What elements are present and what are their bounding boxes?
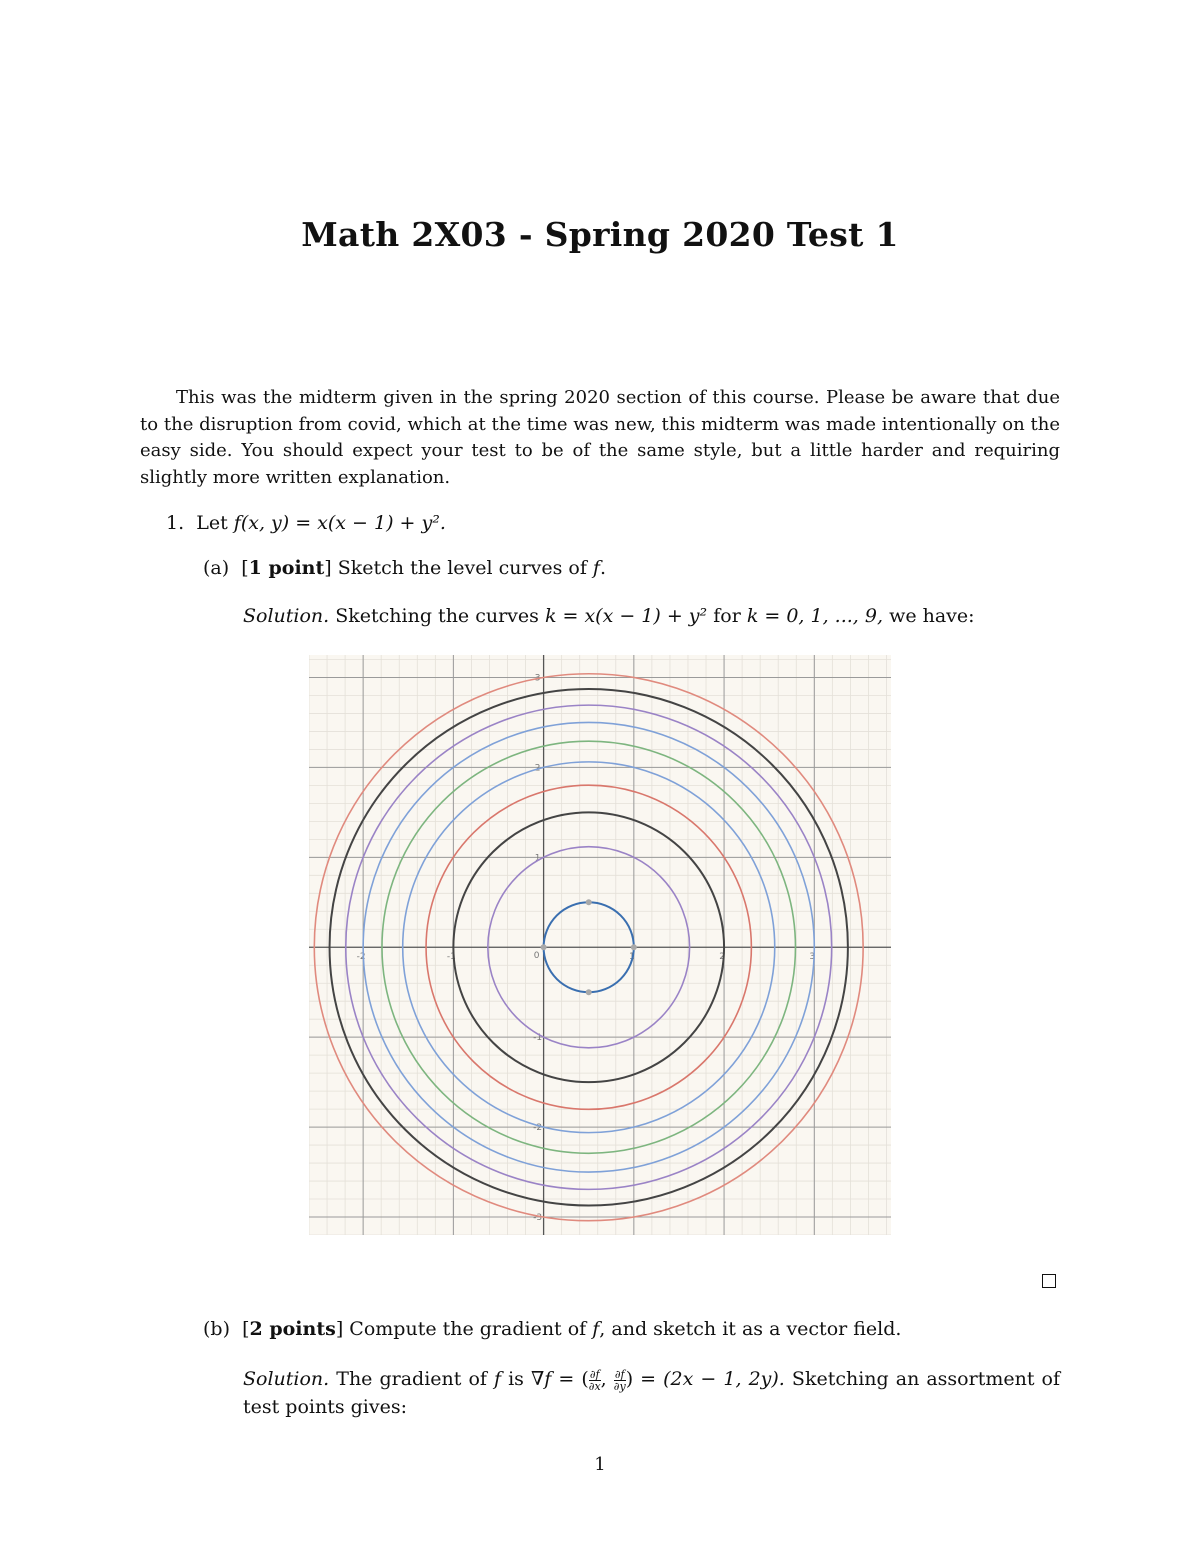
level-curves-plot (309, 655, 891, 1235)
solution-text: Sketching the curves (335, 605, 539, 627)
partial-x-den: ∂x (588, 1379, 601, 1393)
y-tick-label: -1 (533, 1033, 543, 1044)
level-equation: k = x(x − 1) + y² (544, 605, 708, 627)
solution-text-3: we have: (889, 605, 975, 627)
part-prompt: Sketch the level curves of (337, 557, 587, 579)
points-label: [1 point] (241, 557, 332, 579)
gradient-symbol: ∇f = (531, 1368, 575, 1390)
partial-y-den: ∂y (613, 1379, 626, 1393)
x-tick-label: 3 (809, 952, 816, 963)
gradient-result: = (2x − 1, 2y). (640, 1368, 785, 1390)
page-number: 1 (594, 1454, 606, 1475)
y-tick-label: 1 (534, 853, 541, 864)
partial-y (614, 1369, 626, 1392)
part-label: (a) (203, 557, 230, 579)
y-tick-label: -3 (533, 1213, 543, 1224)
marked-point (586, 899, 592, 905)
question-number: 1. (166, 512, 185, 534)
y-tick-label: 2 (534, 763, 541, 774)
x-tick-label: -1 (446, 952, 456, 963)
question-text: Let (196, 512, 228, 534)
origin-label: 0 (533, 951, 540, 962)
solution-text-2: for (713, 605, 741, 627)
solution-text-3: Sketching an assortment of test points gives: (243, 1368, 1061, 1418)
intro-text: This was the midterm given in the spring 2020 section of this course. Please be aware that due to the disruption from covid, which at the time was new, this midterm was made intentionally on the easy side. You should expect your test to be of the same style, but a little harder and requiring slightly more written explanation. (140, 387, 1060, 488)
part-prompt: Compute the gradient of (349, 1318, 587, 1340)
intro-paragraph (140, 385, 1060, 491)
function-var: f (592, 1318, 600, 1340)
marked-point (586, 989, 592, 995)
period: . (599, 557, 606, 579)
qed-box (1042, 1274, 1056, 1288)
solution-1a (243, 605, 975, 627)
partial-x (589, 1369, 601, 1392)
question-1b (203, 1318, 901, 1340)
y-tick-label: -2 (533, 1123, 543, 1134)
solution-1b (243, 1365, 1060, 1421)
solution-text-2: is (508, 1368, 524, 1390)
question-1 (166, 512, 446, 534)
question-1a (203, 557, 606, 579)
part-label: (b) (203, 1318, 230, 1340)
page-title: Math 2X03 - Spring 2020 Test 1 (301, 215, 899, 254)
marked-point (631, 944, 637, 950)
function-definition: f(x, y) = x(x − 1) + y². (233, 512, 446, 534)
part-prompt-2: , and sketch it as a vector field. (599, 1318, 902, 1340)
gradient-vector: ( $\frac{\partial f}{\partial x}$ , $\frac{\partial f}{\partial y}$ ) (581, 1367, 634, 1393)
solution-lead: Solution. (243, 605, 330, 627)
marked-point (541, 944, 547, 950)
function-var: f (592, 557, 600, 579)
solution-text: The gradient of (336, 1368, 487, 1390)
partial-y-num: ∂f (614, 1367, 625, 1381)
function-var: f (494, 1368, 502, 1390)
solution-lead: Solution. (243, 1368, 330, 1390)
level-range: k = 0, 1, ..., 9, (746, 605, 884, 627)
x-tick-label: 1 (628, 952, 635, 963)
x-tick-label: 2 (719, 952, 725, 963)
partial-x-num: ∂f (589, 1367, 600, 1381)
x-tick-label: -2 (356, 952, 366, 963)
points-label: [2 points] (242, 1318, 344, 1340)
y-tick-label: 3 (534, 673, 541, 684)
